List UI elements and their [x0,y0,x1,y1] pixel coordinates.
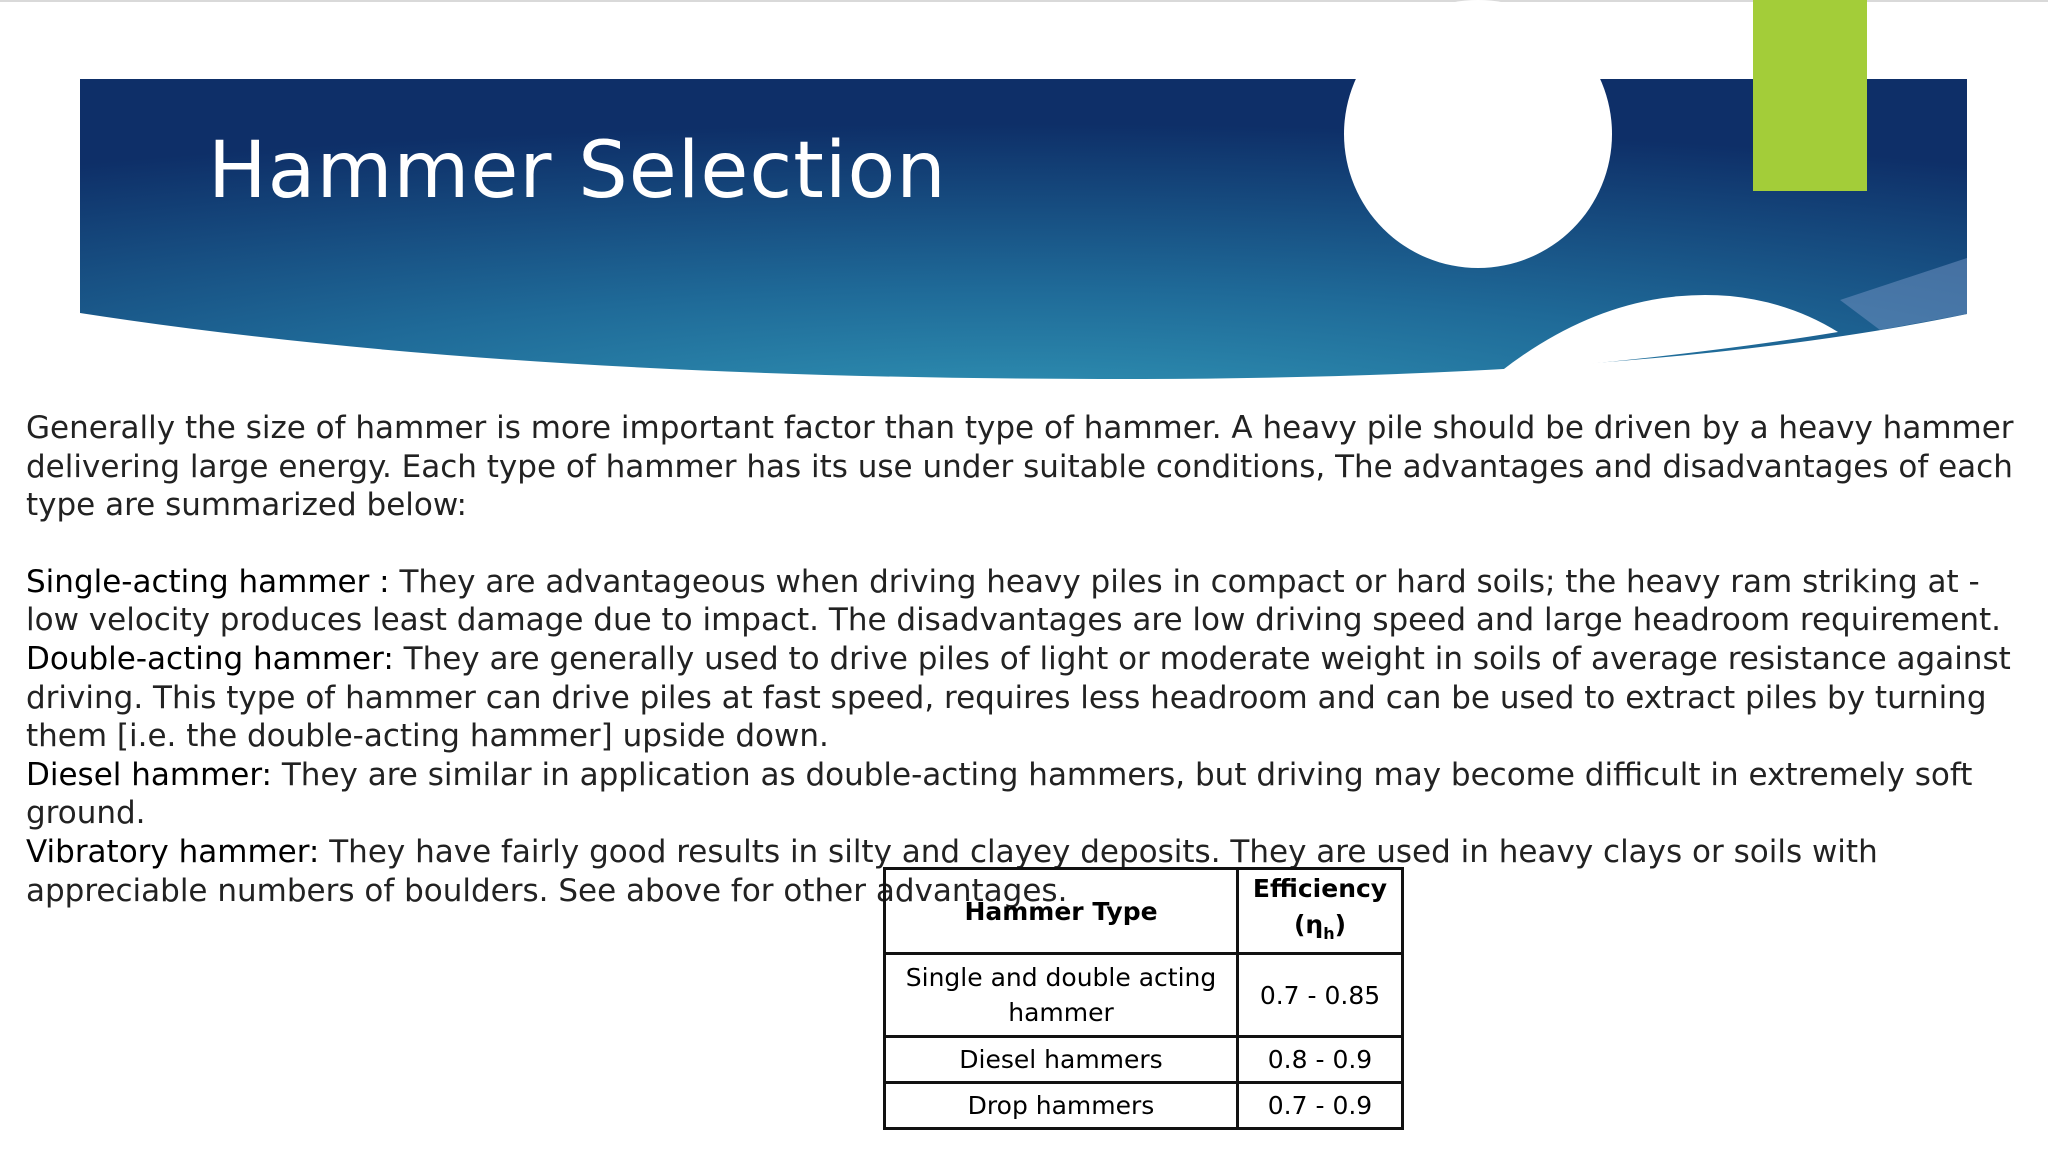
diesel-text: They are similar in application as double-acting hammers, but driving may become difficult in extremely soft ground. [26,756,1973,832]
cell-hammer-type: Single and double acting hammer [885,954,1238,1037]
efficiency-symbol-open: (η [1293,909,1324,939]
table-header-row [885,869,1403,954]
single-acting-term: Single-acting hammer : [26,563,390,600]
diesel-term: Diesel hammer: [26,756,273,793]
double-acting-paragraph [26,640,2026,756]
cell-hammer-type: Drop hammers [885,1083,1238,1129]
single-acting-paragraph [26,563,2026,640]
header-efficiency-label: Efficiency [1252,873,1388,903]
efficiency-subscript: h [1323,923,1335,943]
single-acting-text: They are advantageous when driving heavy piles in compact or hard soils; the heavy ram striking at - low velocity produces least damage due to impact. The disadvantages are low driving speed and large headroom requirement. [26,563,2002,639]
paragraph-gap [26,525,2026,563]
double-acting-text: They are generally used to drive piles of light or moderate weight in soils of average resistance against driving. This type of hammer can drive piles at fast speed, requires less headroom and can be used to extract piles by turning them [i.e. the double-acting hammer] upside down. [26,640,2011,755]
slide-title: Hammer Selection [208,126,947,216]
decor-circle-top [1344,0,1612,268]
body-text [26,409,2026,910]
cell-hammer-type: Diesel hammers [885,1037,1238,1083]
cell-efficiency: 0.8 - 0.9 [1238,1037,1403,1083]
intro-paragraph: Generally the size of hammer is more important factor than type of hammer. A heavy pile should be driven by a heavy hammer delivering large energy. Each type of hammer has its use under suitable conditions, The advantages and disadvantages of each type are summarized below: [26,410,2014,524]
table-row [885,1083,1403,1129]
cell-efficiency: 0.7 - 0.85 [1238,954,1403,1037]
vibratory-text: They have fairly good results in silty and clayey deposits. They are used in heavy clays or soils with appreciable numbers of boulders. See above for other advantages. [26,833,1878,909]
double-acting-term: Double-acting hammer: [26,640,394,677]
table-row [885,1037,1403,1083]
header-hammer-type: Hammer Type [885,869,1238,954]
table-row [885,954,1403,1037]
diesel-paragraph [26,756,2026,833]
efficiency-table [883,867,1404,1130]
vibratory-term: Vibratory hammer: [26,833,320,870]
accent-green-tab [1753,0,1867,191]
header-efficiency [1238,869,1403,954]
efficiency-symbol-close: ) [1334,909,1347,939]
cell-efficiency: 0.7 - 0.9 [1238,1083,1403,1129]
